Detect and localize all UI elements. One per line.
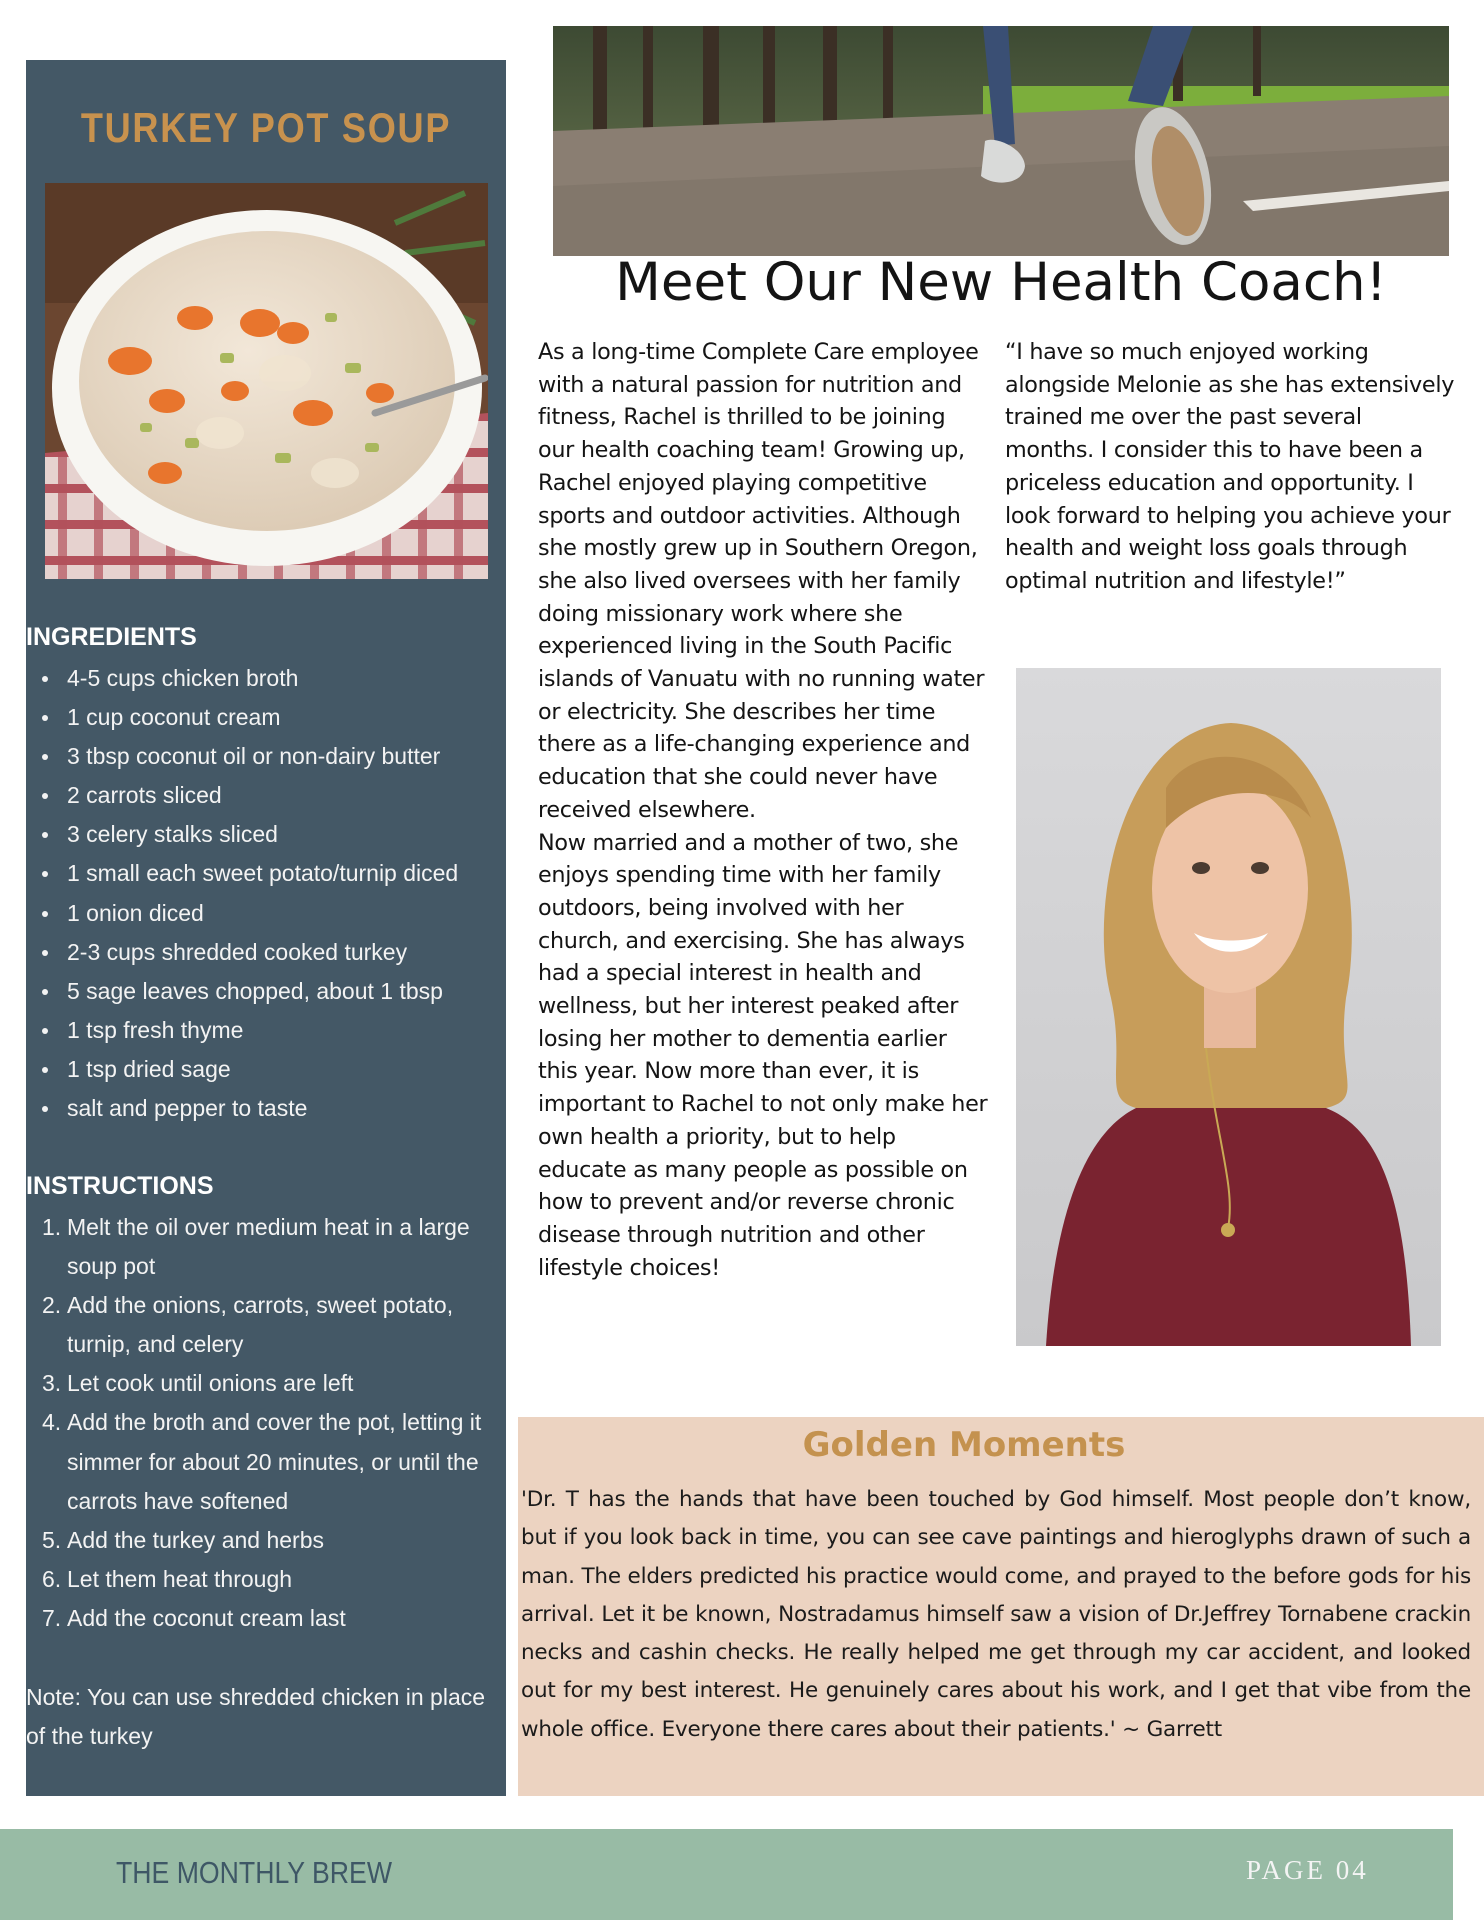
list-item: [26, 1208, 506, 1286]
list-item: [26, 1599, 506, 1638]
list-item: 1 small each sweet potato/turnip diced: [26, 854, 458, 893]
step-number: 4.: [42, 1409, 62, 1436]
step-text: Add the turkey and herbs: [67, 1526, 324, 1553]
list-item: 3 celery stalks sliced: [26, 815, 458, 854]
list-item: 4-5 cups chicken broth: [26, 659, 458, 698]
list-item: 3 tbsp coconut oil or non-dairy butter: [26, 737, 458, 776]
runner-photo: [553, 26, 1449, 256]
ingredients-heading: INGREDIENTS: [26, 623, 197, 651]
list-item: salt and pepper to taste: [26, 1089, 458, 1128]
list-item: 2-3 cups shredded cooked turkey: [26, 933, 458, 972]
list-item: 1 tsp dried sage: [26, 1050, 458, 1089]
step-number: 2.: [42, 1292, 62, 1319]
step-text: Let them heat through: [67, 1565, 293, 1592]
step-number: 5.: [42, 1526, 62, 1553]
article-headline: Meet Our New Health Coach!: [615, 252, 1387, 313]
coach-quote: “I have so much enjoyed working alongside Melonie as she has extensively trained me over the past several months. I consider this to have been a priceless education and opportunity. I look forward to helping you achieve your health and weight loss goals through optimal nutrition and lifestyle!”: [1005, 339, 1455, 594]
article-body-right: [1005, 336, 1455, 598]
recipe-note: Note: You can use shredded chicken in place of the turkey: [26, 1684, 486, 1749]
step-number: 1.: [42, 1214, 62, 1240]
list-item: [26, 1403, 506, 1520]
step-text: Add the onions, carrots, sweet potato, turnip, and celery: [67, 1292, 454, 1358]
page-footer: [0, 1829, 1453, 1920]
list-item: [26, 1286, 506, 1364]
page-number: PAGE 04: [1246, 1855, 1369, 1885]
recipe-title: TURKEY POT SOUP: [80, 104, 452, 151]
soup-photo: [45, 183, 488, 579]
list-item: 2 carrots sliced: [26, 776, 458, 815]
step-text: Add the coconut cream last: [67, 1604, 346, 1631]
instructions-list: [26, 1208, 506, 1638]
step-text: Let cook until onions are left: [67, 1370, 354, 1397]
newsletter-title: THE MONTHLY BREW: [116, 1855, 393, 1890]
recipe-panel: [26, 60, 506, 1796]
step-text: Melt the oil over medium heat in a large soup pot: [67, 1214, 470, 1280]
step-number: 6.: [42, 1565, 62, 1592]
article-body-left: [538, 336, 988, 1284]
list-item: 1 cup coconut cream: [26, 698, 458, 737]
golden-moments-title: Golden Moments: [802, 1425, 1126, 1465]
list-item: 1 tsp fresh thyme: [26, 1011, 458, 1050]
article-paragraph: lifestyle choices!: [538, 1254, 720, 1281]
article-paragraph: As a long-time Complete Care employee with a natural passion for nutrition and fitness, Rachel is thrilled to be joining our health coaching team! Growing up, Rachel enjoyed playing competitive sports and outdoor activities. Although she mostly grew up in Southern Oregon, she also lived oversees with her family doing missionary work where she experienced living in the South Pacific islands of Vanuatu with no running water or electricity. She describes her time there as a life-changing experience and education that she could never have received elsewhere.: [538, 339, 985, 823]
list-item: [26, 1560, 506, 1599]
testimonial-quote: 'Dr. T has the hands that have been touched by God himself. Most people don’t know, but if you look back in time, you can see cave paintings and hieroglyphs drawn of such a man. The elders predicted his practice would come, and prayed to the before gods for his arrival. Let it be known, Nostradamus himself saw a vision of Dr.Jeffrey Tornabene crackin necks and cashin checks. He really helped me get through my car accident, and looked out for my best interest. He genuinely cares about his work, and I get that vibe from the whole office. Everyone there cares about their patients.' ~ Garrett: [521, 1487, 1471, 1742]
list-item: 5 sage leaves chopped, about 1 tbsp: [26, 972, 458, 1011]
coach-portrait: [1016, 668, 1441, 1346]
step-number: 7.: [42, 1604, 62, 1631]
golden-moments-panel: [518, 1417, 1484, 1796]
instructions-heading: INSTRUCTIONS: [26, 1172, 214, 1200]
list-item: [26, 1364, 506, 1403]
article-paragraph: Now married and a mother of two, she enjoys spending time with her family outdoors, being involved with her church, and exercising. She has always had a special interest in health and wellness, but her interest peaked after losing her mother to dementia earlier this year. Now more than ever, it is important to Rachel to not only make her own health a priority, but to help educate as many people as possible on how to prevent and/or reverse chronic disease through nutrition and other: [538, 829, 988, 1248]
step-number: 3.: [42, 1370, 62, 1397]
ingredients-list: [26, 659, 458, 1128]
list-item: 1 onion diced: [26, 894, 458, 933]
list-item: [26, 1521, 506, 1560]
step-text: Add the broth and cover the pot, letting it simmer for about 20 minutes, or until the carrots have softened: [67, 1409, 482, 1514]
